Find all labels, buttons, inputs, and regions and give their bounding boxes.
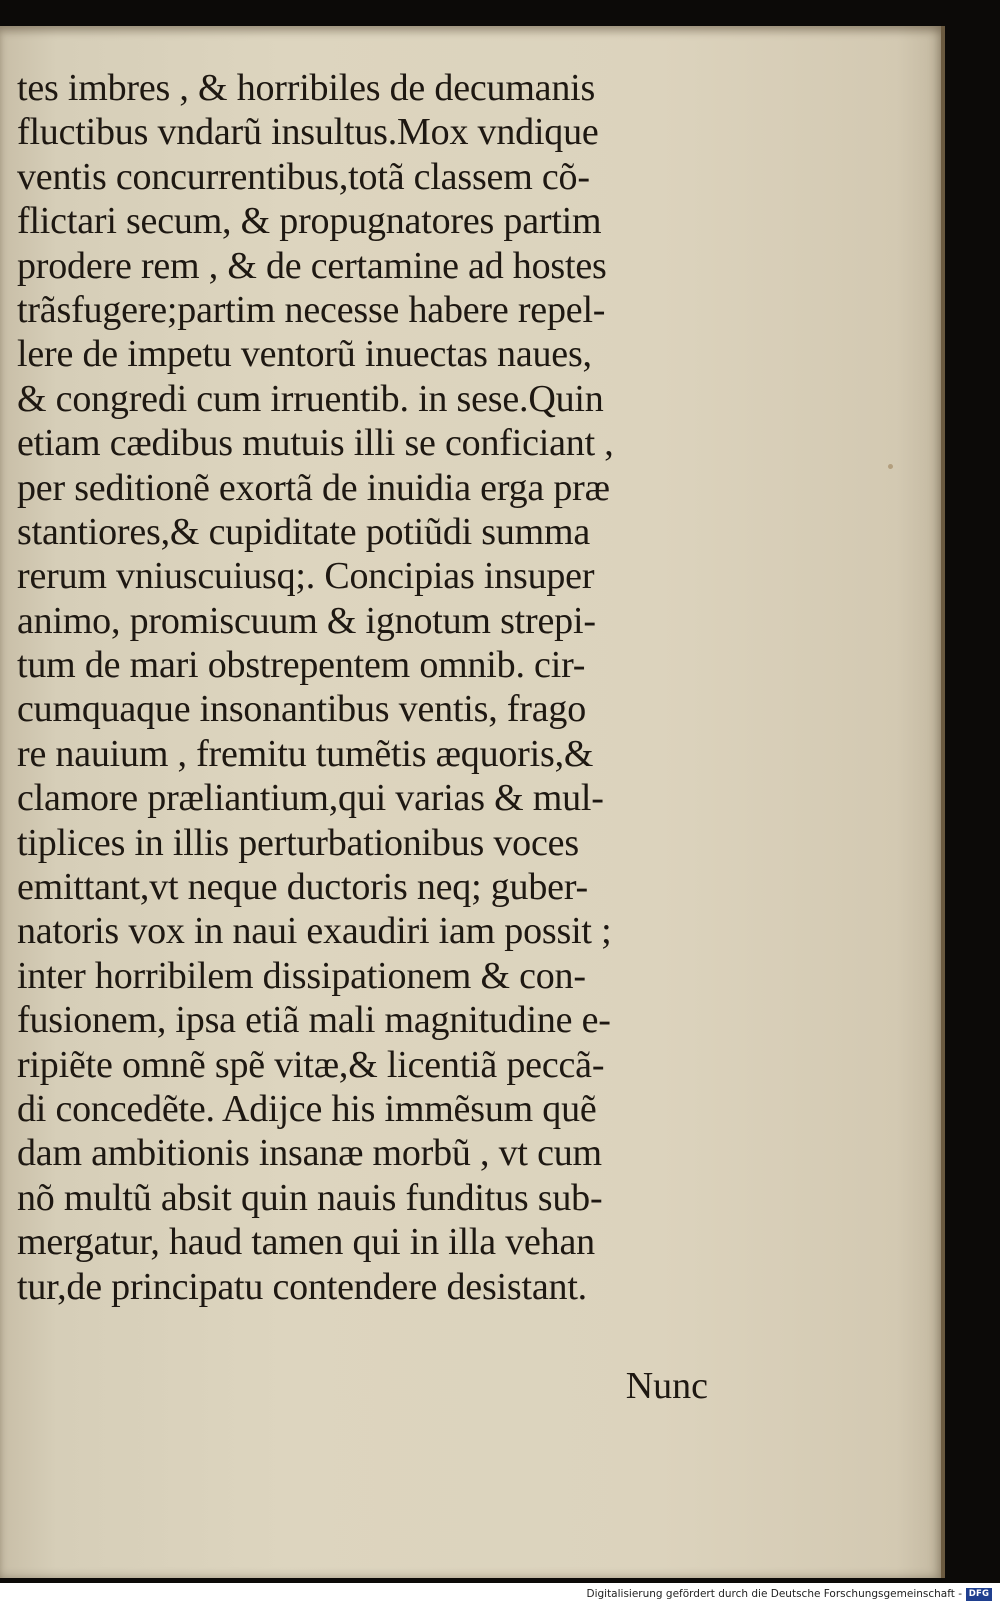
book-page bbox=[0, 26, 944, 1578]
text-line: rerum vniuscuiusq;. Concipias insuper bbox=[17, 555, 595, 598]
text-line: fusionem, ipsa etiã mali magnitudine e- bbox=[17, 999, 611, 1042]
text-line: animo, promiscuum & ignotum strepi- bbox=[17, 599, 596, 642]
text-line: ventis concurrentibus,totã classem cõ- bbox=[17, 155, 590, 198]
text-line: clamore præliantium,qui varias & mul- bbox=[17, 777, 604, 820]
text-line: natoris vox in naui exaudiri iam possit ; bbox=[17, 910, 612, 953]
text-line: di concedẽte. Adijce his immẽsum quẽ bbox=[17, 1087, 597, 1130]
text-line: mergatur, haud tamen qui in illa vehan bbox=[17, 1221, 595, 1264]
text-line: trãsfugere;partim necesse habere repel- bbox=[17, 288, 606, 331]
footer-credit: Digitalisierung gefördert durch die Deutsche Forschungsgemeinschaft - bbox=[586, 1588, 962, 1600]
text-line: inter horribilem dissipationem & con- bbox=[17, 954, 586, 997]
text-line: prodere rem , & de certamine ad hostes bbox=[17, 244, 607, 287]
text-line: tiplices in illis perturbationibus voces bbox=[17, 821, 579, 864]
text-line: tes imbres , & horribiles de decumanis bbox=[17, 67, 596, 109]
page-text bbox=[17, 66, 707, 1309]
dfg-logo-icon: DFG bbox=[966, 1588, 992, 1601]
catchword: Nunc bbox=[625, 1365, 708, 1407]
text-line: stantiores,& cupiditate potiũdi summa bbox=[17, 510, 591, 553]
page-edge bbox=[941, 26, 945, 1578]
text-line: tum de mari obstrepentem omnib. cir- bbox=[17, 644, 586, 687]
text-line: lere de impetu ventorũ inuectas naues, bbox=[17, 333, 592, 376]
text-line: emittant,vt neque ductoris neq; guber- bbox=[17, 866, 588, 909]
text-line: tur,de principatu contendere desistant. bbox=[17, 1265, 587, 1308]
text-line: fluctibus vndarũ insultus.Mox vndique bbox=[17, 111, 599, 154]
text-line: per seditionẽ exortã de inuidia erga præ bbox=[17, 466, 610, 509]
digitization-footer bbox=[0, 1583, 1000, 1605]
paper-stain bbox=[888, 464, 893, 469]
text-line: ripiẽte omnẽ spẽ vitæ,& licentiã peccã- bbox=[17, 1043, 605, 1086]
text-line: flictari secum, & propugnatores partim bbox=[17, 200, 602, 243]
text-line: dam ambitionis insanæ morbũ , vt cum bbox=[17, 1132, 602, 1175]
text-line: nõ multũ absit quin nauis funditus sub- bbox=[17, 1176, 603, 1219]
text-line: re nauium , fremitu tumẽtis æquoris,& bbox=[17, 732, 594, 775]
text-line: & congredi cum irruentib. in sese.Quin bbox=[17, 377, 604, 420]
text-line: cumquaque insonantibus ventis, frago bbox=[17, 688, 587, 731]
text-line: etiam cædibus mutuis illi se conficiant , bbox=[17, 422, 614, 465]
